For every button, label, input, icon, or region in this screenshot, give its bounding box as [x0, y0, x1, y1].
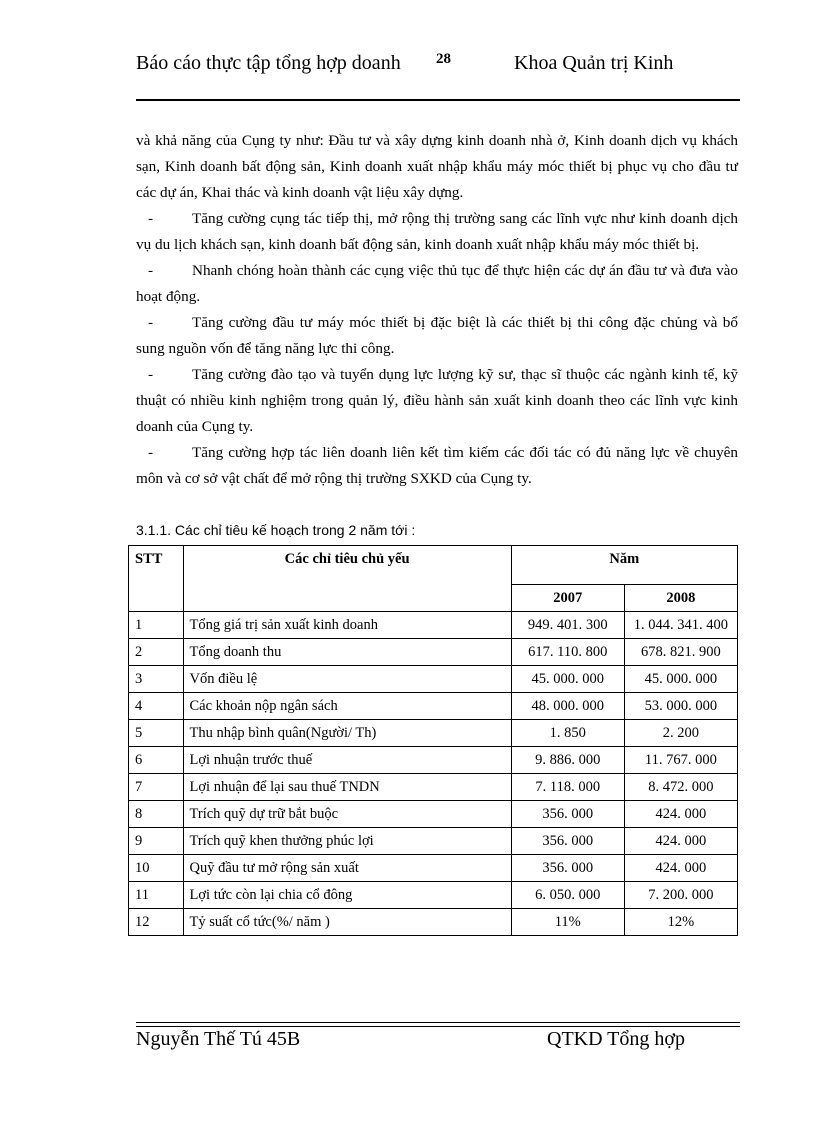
row-stt: 5 — [129, 720, 184, 747]
row-stt: 2 — [129, 639, 184, 666]
row-value-2008: 12% — [624, 909, 737, 936]
row-value-2007: 7. 118. 000 — [511, 774, 624, 801]
row-stt: 1 — [129, 612, 184, 639]
row-stt: 10 — [129, 855, 184, 882]
header-year-2008: 2008 — [624, 585, 737, 612]
row-value-2008: 424. 000 — [624, 801, 737, 828]
row-value-2008: 1. 044. 341. 400 — [624, 612, 737, 639]
row-indicator: Tỷ suất cổ tức(%/ năm ) — [183, 909, 511, 936]
paragraph: và khả năng của Cụng ty như: Đầu tư và xây dựng kinh doanh nhà ở, Kinh doanh dịch vụ khách sạn, Kinh doanh bất động sản, Kinh doanh xuất nhập khẩu máy móc thiết bị phục vụ cho đầu tư các dự án, Khai thác và kinh doanh vật liệu xây dựng. — [136, 132, 738, 201]
row-indicator: Trích quỹ khen thưởng phúc lợi — [183, 828, 511, 855]
row-value-2007: 11% — [511, 909, 624, 936]
header-report-title: Báo cáo thực tập tổng hợp doanh — [136, 52, 401, 74]
row-value-2007: 356. 000 — [511, 828, 624, 855]
table-row — [129, 639, 738, 666]
table-row — [129, 612, 738, 639]
row-value-2008: 424. 000 — [624, 828, 737, 855]
row-indicator: Lợi nhuận để lại sau thuế TNDN — [183, 774, 511, 801]
row-value-2007: 949. 401. 300 — [511, 612, 624, 639]
row-value-2008: 11. 767. 000 — [624, 747, 737, 774]
row-value-2008: 7. 200. 000 — [624, 882, 737, 909]
row-stt: 11 — [129, 882, 184, 909]
row-stt: 7 — [129, 774, 184, 801]
bullet-paragraph — [136, 258, 738, 310]
header-indicators: Các chỉ tiêu chủ yếu — [183, 546, 511, 612]
bullet-dash: - — [148, 210, 154, 227]
row-value-2008: 53. 000. 000 — [624, 693, 737, 720]
header-year-group: Năm — [511, 546, 737, 585]
row-indicator: Tổng doanh thu — [183, 639, 511, 666]
footer-author: Nguyễn Thế Tú 45B — [136, 1028, 301, 1050]
row-stt: 12 — [129, 909, 184, 936]
table-row — [129, 828, 738, 855]
table-row — [129, 882, 738, 909]
row-indicator: Lợi tức còn lại chia cổ đông — [183, 882, 511, 909]
bullet-text: Tăng cường hợp tác liên doanh liên kết tìm kiếm các đối tác có đủ năng lực về chuyên môn và cơ sở vật chất để mở rộng thị trường SXKD của Cụng ty. — [136, 444, 738, 487]
table-row — [129, 747, 738, 774]
row-value-2007: 1. 850 — [511, 720, 624, 747]
row-value-2008: 2. 200 — [624, 720, 737, 747]
header-stt: STT — [129, 546, 184, 612]
table-caption: 3.1.1. Các chỉ tiêu kế hoạch trong 2 năm tới : — [136, 522, 416, 538]
row-value-2007: 617. 110. 800 — [511, 639, 624, 666]
row-stt: 8 — [129, 801, 184, 828]
bullet-dash: - — [148, 366, 154, 383]
row-indicator: Lợi nhuận trước thuế — [183, 747, 511, 774]
bullet-dash: - — [148, 262, 154, 279]
row-indicator: Trích quỹ dự trữ bắt buộc — [183, 801, 511, 828]
row-value-2008: 45. 000. 000 — [624, 666, 737, 693]
bullet-text: Tăng cường đầu tư máy móc thiết bị đặc biệt là các thiết bị thi công đặc chủng và bổ sung nguồn vốn để tăng năng lực thi công. — [136, 314, 738, 357]
row-stt: 6 — [129, 747, 184, 774]
header-faculty: Khoa Quản trị Kinh — [514, 52, 674, 74]
row-stt: 4 — [129, 693, 184, 720]
table-row — [129, 774, 738, 801]
bullet-paragraph — [136, 206, 738, 258]
row-value-2007: 9. 886. 000 — [511, 747, 624, 774]
row-indicator: Vốn điều lệ — [183, 666, 511, 693]
header-year-2007: 2007 — [511, 585, 624, 612]
bullet-text: Tăng cường đào tạo và tuyển dụng lực lượng kỹ sư, thạc sĩ thuộc các ngành kinh tế, kỹ thuật có nhiều kinh nghiệm trong quản lý, điều hành sản xuất kinh doanh theo các lĩnh vực kinh doanh của Cụng ty. — [136, 366, 738, 435]
bullet-paragraph — [136, 440, 738, 492]
table-row — [129, 855, 738, 882]
row-value-2008: 678. 821. 900 — [624, 639, 737, 666]
bullet-dash: - — [148, 444, 154, 461]
bullet-text: Tăng cường cụng tác tiếp thị, mở rộng thị trường sang các lĩnh vực như kinh doanh dịch vụ du lịch khách sạn, kinh doanh bất động sản, kinh doanh xuất nhập khẩu máy móc thiết bị. — [136, 210, 738, 253]
row-indicator: Các khoản nộp ngân sách — [183, 693, 511, 720]
row-indicator: Tổng giá trị sản xuất kinh doanh — [183, 612, 511, 639]
row-stt: 9 — [129, 828, 184, 855]
table-row — [129, 801, 738, 828]
header-divider — [136, 99, 740, 101]
table-row — [129, 693, 738, 720]
row-value-2007: 356. 000 — [511, 801, 624, 828]
bullet-dash: - — [148, 314, 154, 331]
row-value-2007: 45. 000. 000 — [511, 666, 624, 693]
row-indicator: Quỹ đầu tư mở rộng sản xuất — [183, 855, 511, 882]
row-value-2008: 8. 472. 000 — [624, 774, 737, 801]
footer-divider — [136, 1022, 740, 1023]
table-row — [129, 666, 738, 693]
row-value-2007: 48. 000. 000 — [511, 693, 624, 720]
row-indicator: Thu nhập bình quân(Người/ Th) — [183, 720, 511, 747]
row-stt: 3 — [129, 666, 184, 693]
bullet-paragraph — [136, 362, 738, 440]
row-value-2007: 6. 050. 000 — [511, 882, 624, 909]
page-number: 28 — [436, 51, 451, 67]
body-text — [136, 128, 738, 492]
row-value-2008: 424. 000 — [624, 855, 737, 882]
plan-table — [128, 545, 738, 936]
footer-department: QTKD Tổng hợp — [547, 1028, 685, 1050]
table-row — [129, 720, 738, 747]
table-row — [129, 909, 738, 936]
row-value-2007: 356. 000 — [511, 855, 624, 882]
bullet-paragraph — [136, 310, 738, 362]
bullet-text: Nhanh chóng hoàn thành các cụng việc thủ tục để thực hiện các dự án đầu tư và đưa vào hoạt động. — [136, 262, 738, 305]
